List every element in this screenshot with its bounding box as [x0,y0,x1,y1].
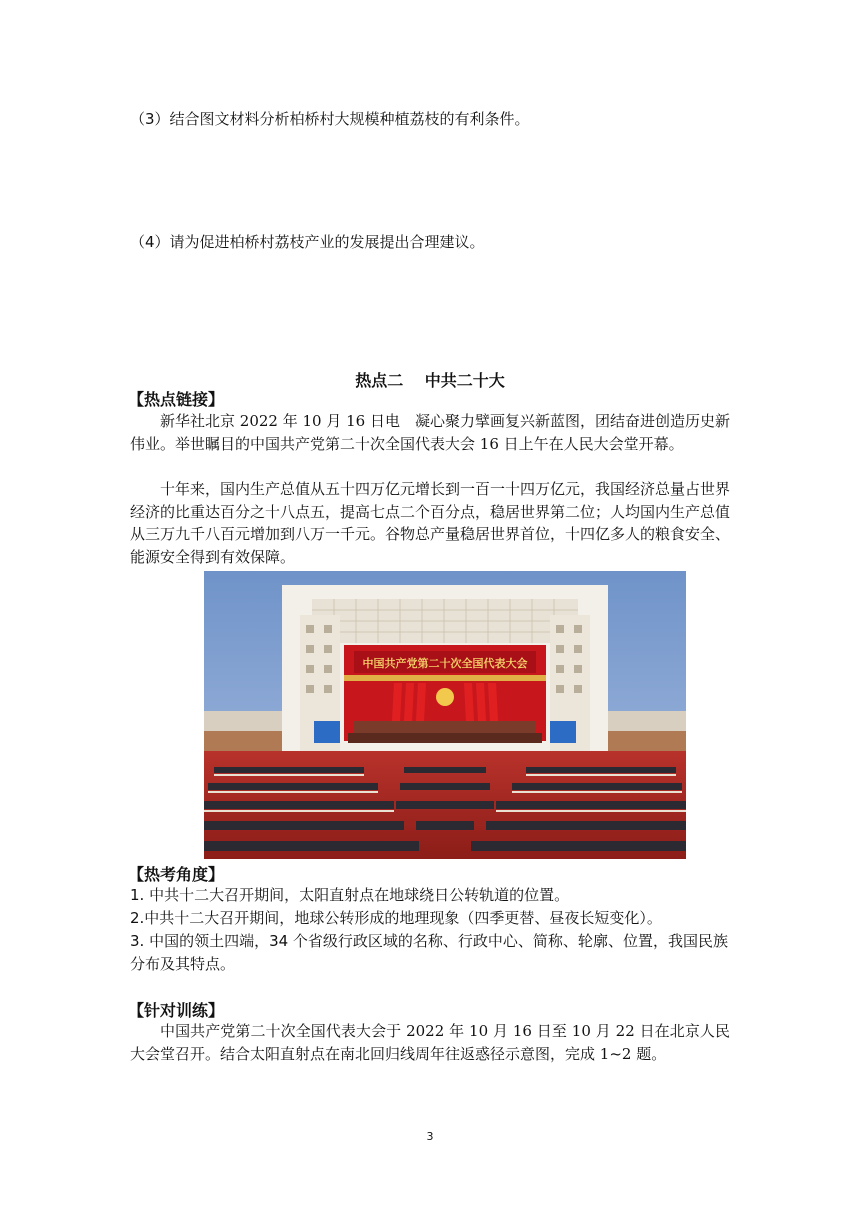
hot-link-paragraph-1: 新华社北京 2022 年 10 月 16 日电 凝心聚力擘画复兴新蓝图，团结奋进创造历史新伟业。举世瞩目的中国共产党第二十次全国代表大会 16 日上午在人民大会堂开幕。 [130,412,730,453]
congress-hall-photo [204,571,686,859]
question-3: （3）结合图文材料分析柏桥村大规模种植荔枝的有利条件。 [130,110,530,128]
question-4: （4）请为促进柏桥村荔枝产业的发展提出合理建议。 [130,233,485,251]
training-heading: 【针对训练】 [128,1001,225,1020]
hot-link-heading: 【热点链接】 [128,390,225,409]
hotspot-title: 热点二 中共二十大 [355,371,505,390]
congress-banner: 中国共产党第二十次全国代表大会 [362,657,528,670]
hot-angle-item-2: 2.中共十二大召开期间，地球公转形成的地理现象（四季更替、昼夜长短变化）。 [130,909,662,927]
hot-angle-heading: 【热考角度】 [128,865,225,884]
hot-angle-item-3: 3. 中国的领土四端，34 个省级行政区域的名称、行政中心、简称、轮廓、位置，我国民族分布及其特点。 [130,932,728,973]
hot-link-paragraph-2: 十年来，国内生产总值从五十四万亿元增长到一百一十四万亿元，我国经济总量占世界经济的比重达百分之十八点五，提高七点二个百分点，稳居世界第二位；人均国内生产总值从三万九千八百元增加到八万一千元。谷物总产量稳居世界首位，十四亿多人的粮食安全、能源安全得到有效保障。 [130,480,731,566]
page-number: 3 [426,1130,434,1143]
hot-angle-list [130,884,732,976]
training-paragraph: 中国共产党第二十次全国代表大会于 2022 年 10 月 16 日至 10 月 22 日在北京人民大会堂召开。结合太阳直射点在南北回归线周年往返惑径示意图，完成 1~2 题。 [130,1022,730,1063]
hot-angle-item-1: 1. 中共十二大召开期间，太阳直射点在地球绕日公转轨道的位置。 [130,886,570,904]
